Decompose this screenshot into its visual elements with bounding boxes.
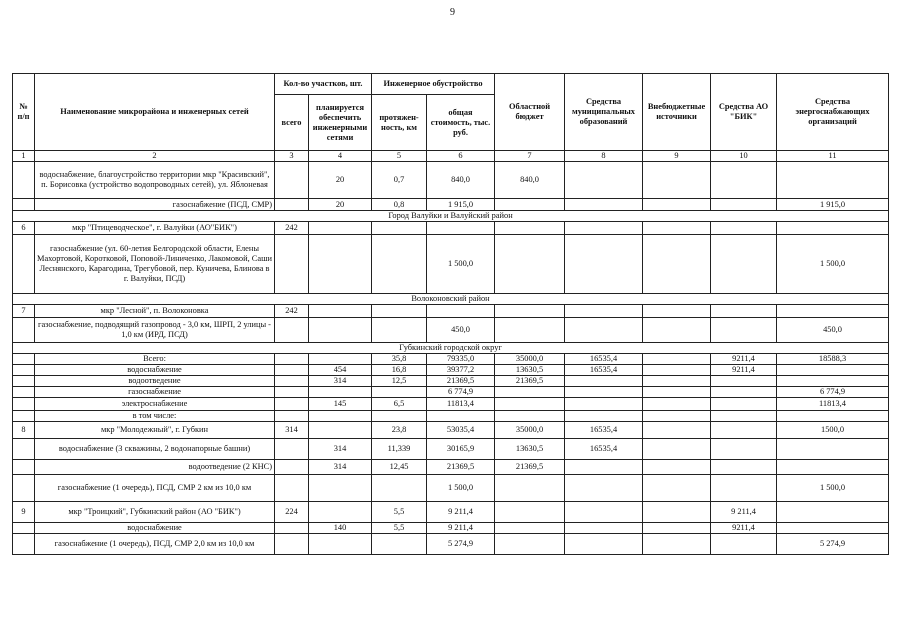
empty-cell — [565, 305, 643, 318]
empty-cell — [643, 387, 711, 398]
empty-cell — [275, 387, 309, 398]
empty-cell — [565, 534, 643, 555]
empty-cell — [643, 235, 711, 294]
row-name: Всего: — [35, 354, 275, 365]
table-cell: 6 774,9 — [427, 387, 495, 398]
table-cell: 1 500,0 — [427, 475, 495, 502]
empty-cell — [777, 439, 889, 460]
table-row — [13, 398, 889, 411]
table-cell: 1500,0 — [777, 422, 889, 439]
table-cell: 9 211,4 — [711, 502, 777, 523]
row-name: мкр "Молодежный", г. Губкин — [35, 422, 275, 439]
colnum-1: 1 — [13, 151, 35, 162]
table-cell: 314 — [309, 439, 372, 460]
empty-cell — [565, 199, 643, 211]
colnum-6: 6 — [427, 151, 495, 162]
empty-cell — [711, 235, 777, 294]
empty-cell — [711, 162, 777, 199]
empty-cell — [13, 199, 35, 211]
empty-cell — [643, 318, 711, 343]
section-row — [13, 343, 889, 354]
empty-cell — [711, 422, 777, 439]
table-cell: 454 — [309, 365, 372, 376]
section-title: Волоконовский район — [13, 294, 889, 305]
empty-cell — [372, 475, 427, 502]
empty-cell — [275, 523, 309, 534]
empty-cell — [643, 475, 711, 502]
empty-cell — [13, 534, 35, 555]
table-cell: 35,8 — [372, 354, 427, 365]
table-cell: 9211,4 — [711, 354, 777, 365]
row-name: в том числе: — [35, 411, 275, 422]
empty-cell — [777, 305, 889, 318]
empty-cell — [309, 318, 372, 343]
empty-cell — [275, 199, 309, 211]
empty-cell — [711, 199, 777, 211]
table-row — [13, 365, 889, 376]
header-row-1 — [13, 74, 889, 95]
table-cell: 20 — [309, 162, 372, 199]
empty-cell — [495, 235, 565, 294]
table-cell: 21369,5 — [427, 460, 495, 475]
table-cell: 53035,4 — [427, 422, 495, 439]
table-cell: 7 — [13, 305, 35, 318]
table-cell: 13630,5 — [495, 365, 565, 376]
empty-cell — [711, 222, 777, 235]
table-cell: 314 — [275, 422, 309, 439]
table-cell: 30165,9 — [427, 439, 495, 460]
empty-cell — [427, 411, 495, 422]
empty-cell — [565, 475, 643, 502]
empty-cell — [13, 411, 35, 422]
table-row — [13, 439, 889, 460]
table-row — [13, 523, 889, 534]
empty-cell — [777, 523, 889, 534]
header-engineering: Инженерное обустройство — [372, 74, 495, 95]
engineering-networks-table — [12, 73, 889, 555]
empty-cell — [13, 460, 35, 475]
table-row — [13, 305, 889, 318]
header-length: протяжен-ность, км — [372, 95, 427, 151]
table-row — [13, 411, 889, 422]
empty-cell — [13, 387, 35, 398]
table-cell: 5 274,9 — [427, 534, 495, 555]
row-name: мкр "Троицкий", Губкинский район (АО "БИК") — [35, 502, 275, 523]
empty-cell — [13, 439, 35, 460]
empty-cell — [372, 534, 427, 555]
empty-cell — [309, 222, 372, 235]
empty-cell — [565, 318, 643, 343]
table-cell: 1 915,0 — [777, 199, 889, 211]
header-name: Наименование микрорайона и инженерных сетей — [35, 74, 275, 151]
table-cell: 9211,4 — [711, 365, 777, 376]
empty-cell — [495, 199, 565, 211]
empty-cell — [643, 460, 711, 475]
table-cell: 840,0 — [427, 162, 495, 199]
empty-cell — [643, 398, 711, 411]
table-cell: 9 — [13, 502, 35, 523]
table-cell: 840,0 — [495, 162, 565, 199]
row-name: газоснабжение, подводящий газопровод - 3,0 км, ШРП, 2 улицы - 1,0 км (ИРД, ПСД) — [35, 318, 275, 343]
empty-cell — [372, 305, 427, 318]
table-cell: 1 500,0 — [777, 475, 889, 502]
empty-cell — [565, 376, 643, 387]
table-cell: 6 — [13, 222, 35, 235]
row-name: мкр "Лесной", п. Волоконовка — [35, 305, 275, 318]
empty-cell — [309, 475, 372, 502]
colnum-8: 8 — [565, 151, 643, 162]
table-cell: 20 — [309, 199, 372, 211]
table-row — [13, 318, 889, 343]
empty-cell — [13, 318, 35, 343]
table-row — [13, 199, 889, 211]
empty-cell — [275, 398, 309, 411]
empty-cell — [13, 475, 35, 502]
table-cell: 450,0 — [427, 318, 495, 343]
table-cell: 0,8 — [372, 199, 427, 211]
empty-cell — [565, 411, 643, 422]
table-cell: 145 — [309, 398, 372, 411]
table-cell: 140 — [309, 523, 372, 534]
empty-cell — [309, 387, 372, 398]
colnum-4: 4 — [309, 151, 372, 162]
empty-cell — [643, 502, 711, 523]
table-cell: 16535,4 — [565, 354, 643, 365]
empty-cell — [777, 411, 889, 422]
empty-cell — [643, 199, 711, 211]
table-cell: 39377,2 — [427, 365, 495, 376]
table-row — [13, 162, 889, 199]
empty-cell — [711, 439, 777, 460]
table-cell: 11,339 — [372, 439, 427, 460]
table-row — [13, 502, 889, 523]
table-row — [13, 235, 889, 294]
empty-cell — [372, 222, 427, 235]
colnum-7: 7 — [495, 151, 565, 162]
empty-cell — [711, 398, 777, 411]
empty-cell — [777, 365, 889, 376]
header-plots: Кол-во участков, шт. — [275, 74, 372, 95]
empty-cell — [565, 460, 643, 475]
empty-cell — [777, 162, 889, 199]
empty-cell — [495, 411, 565, 422]
empty-cell — [495, 534, 565, 555]
colnum-2: 2 — [35, 151, 275, 162]
row-name: водоотведение — [35, 376, 275, 387]
section-row — [13, 211, 889, 222]
empty-cell — [711, 475, 777, 502]
table-cell: 23,8 — [372, 422, 427, 439]
row-name: водоснабжение, благоустройство территории мкр "Красивский", п. Борисовка (устройство водопроводных сетей), ул. Яблоневая — [35, 162, 275, 199]
empty-cell — [495, 305, 565, 318]
empty-cell — [565, 398, 643, 411]
header-municipal: Средства муниципальных образований — [565, 74, 643, 151]
table-cell: 79335,0 — [427, 354, 495, 365]
table-cell: 13630,5 — [495, 439, 565, 460]
table-cell: 242 — [275, 222, 309, 235]
empty-cell — [777, 502, 889, 523]
empty-cell — [643, 222, 711, 235]
empty-cell — [777, 222, 889, 235]
empty-cell — [309, 305, 372, 318]
table-cell: 5,5 — [372, 523, 427, 534]
row-name: газоснабжение (1 очередь), ПСД, СМР 2,0 км из 10,0 км — [35, 534, 275, 555]
empty-cell — [495, 387, 565, 398]
empty-cell — [565, 235, 643, 294]
empty-cell — [495, 318, 565, 343]
header-energy: Средства энергоснабжающих организаций — [777, 74, 889, 151]
table-cell: 11813,4 — [777, 398, 889, 411]
empty-cell — [275, 235, 309, 294]
empty-cell — [309, 422, 372, 439]
header-cost: общая стоимость, тыс. руб. — [427, 95, 495, 151]
empty-cell — [13, 398, 35, 411]
empty-cell — [643, 376, 711, 387]
table-cell: 6,5 — [372, 398, 427, 411]
table-cell: 21369,5 — [495, 460, 565, 475]
empty-cell — [309, 502, 372, 523]
row-name: газоснабжение (1 очередь), ПСД, СМР 2 км из 10,0 км — [35, 475, 275, 502]
empty-cell — [495, 502, 565, 523]
empty-cell — [13, 365, 35, 376]
empty-cell — [372, 318, 427, 343]
empty-cell — [711, 411, 777, 422]
row-name: водоснабжение (3 скважины, 2 водонапорные башни) — [35, 439, 275, 460]
empty-cell — [643, 305, 711, 318]
table-row — [13, 376, 889, 387]
table-row — [13, 475, 889, 502]
section-title: Губкинский городской округ — [13, 343, 889, 354]
empty-cell — [309, 411, 372, 422]
colnum-5: 5 — [372, 151, 427, 162]
table-cell: 1 915,0 — [427, 199, 495, 211]
empty-cell — [643, 411, 711, 422]
empty-cell — [309, 235, 372, 294]
table-cell: 314 — [309, 376, 372, 387]
empty-cell — [275, 376, 309, 387]
table-cell: 9211,4 — [711, 523, 777, 534]
table-cell: 21369,5 — [495, 376, 565, 387]
table-cell: 12,5 — [372, 376, 427, 387]
table-row — [13, 222, 889, 235]
table-cell: 35000,0 — [495, 422, 565, 439]
empty-cell — [13, 162, 35, 199]
table-cell: 21369,5 — [427, 376, 495, 387]
table-cell: 5 274,9 — [777, 534, 889, 555]
table-cell: 18588,3 — [777, 354, 889, 365]
empty-cell — [643, 439, 711, 460]
empty-cell — [275, 411, 309, 422]
empty-cell — [495, 523, 565, 534]
row-name: водоснабжение — [35, 365, 275, 376]
empty-cell — [275, 365, 309, 376]
empty-cell — [643, 365, 711, 376]
table-row — [13, 354, 889, 365]
table-cell: 9 211,4 — [427, 523, 495, 534]
empty-cell — [275, 318, 309, 343]
header-plots-total: всего — [275, 95, 309, 151]
empty-cell — [495, 475, 565, 502]
table-row — [13, 534, 889, 555]
empty-cell — [643, 162, 711, 199]
section-row — [13, 294, 889, 305]
empty-cell — [13, 235, 35, 294]
empty-cell — [711, 387, 777, 398]
empty-cell — [13, 523, 35, 534]
empty-cell — [275, 439, 309, 460]
table-cell: 6 774,9 — [777, 387, 889, 398]
table-cell: 224 — [275, 502, 309, 523]
empty-cell — [13, 376, 35, 387]
empty-cell — [643, 534, 711, 555]
table-cell: 1 500,0 — [427, 235, 495, 294]
table-cell: 0,7 — [372, 162, 427, 199]
table-cell: 450,0 — [777, 318, 889, 343]
empty-cell — [372, 235, 427, 294]
row-name: газоснабжение — [35, 387, 275, 398]
empty-cell — [495, 222, 565, 235]
empty-cell — [495, 398, 565, 411]
table-cell: 8 — [13, 422, 35, 439]
header-num: № п/п — [13, 74, 35, 151]
column-numbers-row — [13, 151, 889, 162]
table-cell: 242 — [275, 305, 309, 318]
table-cell: 16,8 — [372, 365, 427, 376]
table-cell: 16535,4 — [565, 365, 643, 376]
table-row — [13, 460, 889, 475]
row-name: водоснабжение — [35, 523, 275, 534]
header-plots-planned: планируется обеспечить инженерными сетями — [309, 95, 372, 151]
empty-cell — [565, 523, 643, 534]
empty-cell — [565, 502, 643, 523]
row-name: газоснабжение (ул. 60-летия Белгородской области, Елены Махортовой, Коротковой, Поповой-Линиченко, Лакомовой, Саши Леснянского, Карагодина, Трегубовой, пер. Куничева, Блинова в г. Валуйки, ПСД) — [35, 235, 275, 294]
colnum-11: 11 — [777, 151, 889, 162]
table-row — [13, 422, 889, 439]
table-cell: 314 — [309, 460, 372, 475]
header-extrabudget: Внебюджетные источники — [643, 74, 711, 151]
empty-cell — [777, 376, 889, 387]
colnum-3: 3 — [275, 151, 309, 162]
table-cell: 16535,4 — [565, 422, 643, 439]
row-name: электроснабжение — [35, 398, 275, 411]
empty-cell — [565, 162, 643, 199]
header-regional: Областной бюджет — [495, 74, 565, 151]
empty-cell — [643, 523, 711, 534]
empty-cell — [309, 354, 372, 365]
table-cell: 16535,4 — [565, 439, 643, 460]
empty-cell — [711, 305, 777, 318]
empty-cell — [372, 411, 427, 422]
table-cell: 1 500,0 — [777, 235, 889, 294]
empty-cell — [711, 460, 777, 475]
section-title: Город Валуйки и Валуйский район — [13, 211, 889, 222]
empty-cell — [643, 422, 711, 439]
empty-cell — [565, 222, 643, 235]
table-cell: 35000,0 — [495, 354, 565, 365]
table-cell: 5,5 — [372, 502, 427, 523]
empty-cell — [13, 354, 35, 365]
empty-cell — [777, 460, 889, 475]
table-cell: 9 211,4 — [427, 502, 495, 523]
row-name: газоснабжение (ПСД, СМР) — [35, 199, 275, 211]
empty-cell — [711, 376, 777, 387]
empty-cell — [427, 305, 495, 318]
empty-cell — [565, 387, 643, 398]
header-bik: Средства АО "БИК" — [711, 74, 777, 151]
empty-cell — [275, 534, 309, 555]
table-cell: 11813,4 — [427, 398, 495, 411]
empty-cell — [275, 460, 309, 475]
empty-cell — [711, 318, 777, 343]
table-row — [13, 387, 889, 398]
row-name: водоотведение (2 КНС) — [35, 460, 275, 475]
colnum-9: 9 — [643, 151, 711, 162]
empty-cell — [275, 354, 309, 365]
empty-cell — [275, 162, 309, 199]
table-cell: 12,45 — [372, 460, 427, 475]
empty-cell — [643, 354, 711, 365]
empty-cell — [427, 222, 495, 235]
colnum-10: 10 — [711, 151, 777, 162]
empty-cell — [711, 534, 777, 555]
empty-cell — [309, 534, 372, 555]
page-number: 9 — [450, 7, 455, 18]
empty-cell — [275, 475, 309, 502]
empty-cell — [372, 387, 427, 398]
row-name: мкр "Птицеводческое", г. Валуйки (АО"БИК") — [35, 222, 275, 235]
